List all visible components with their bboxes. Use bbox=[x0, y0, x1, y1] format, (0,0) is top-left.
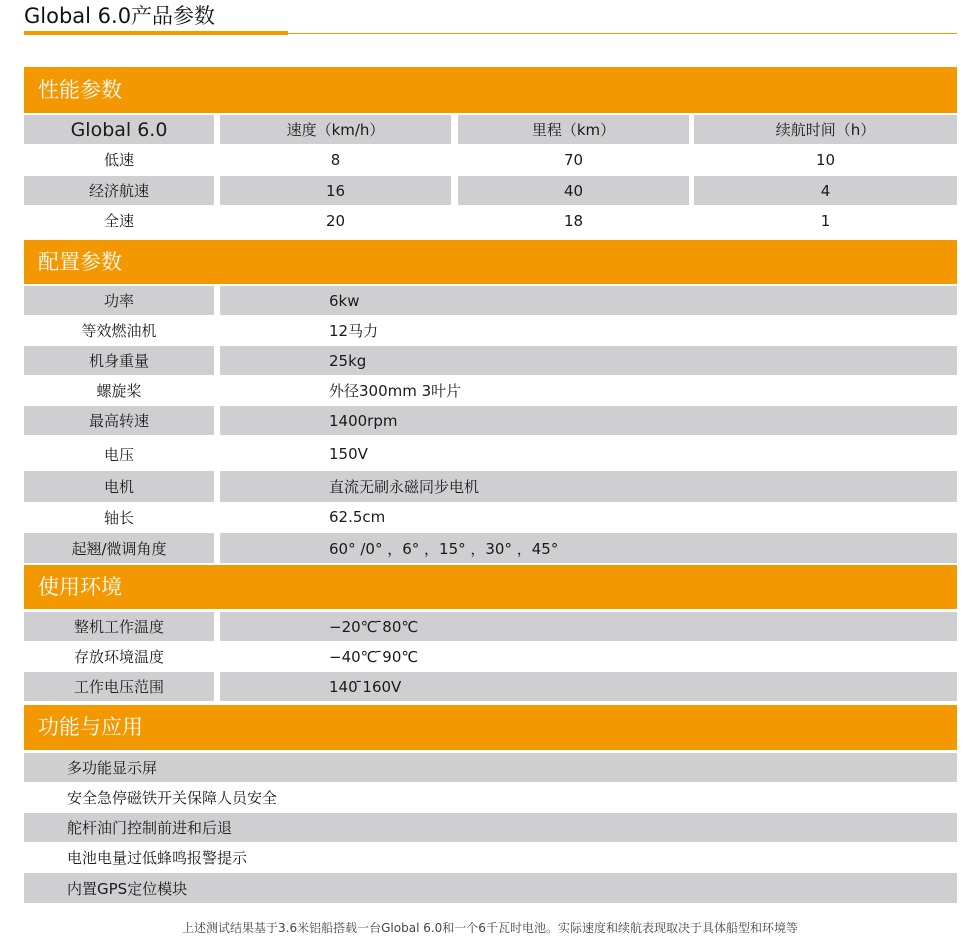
list-item bbox=[24, 813, 957, 842]
spec-label: 功率 bbox=[24, 286, 214, 315]
spec-value: 150V bbox=[329, 445, 368, 463]
feature-text: 舵杆油门控制前进和后退 bbox=[24, 813, 957, 842]
section-header-environment: 使用环境 bbox=[24, 565, 957, 609]
section-header-config: 配置参数 bbox=[24, 240, 957, 284]
range-value: 70 bbox=[563, 150, 584, 169]
spec-value: 1400rpm bbox=[220, 406, 957, 435]
row-label: 低速 bbox=[103, 151, 134, 169]
table-row bbox=[24, 286, 957, 315]
table-row bbox=[24, 376, 957, 405]
title-accent-bar bbox=[24, 31, 288, 35]
table-row bbox=[24, 533, 957, 563]
spec-value: 62.5cm bbox=[329, 508, 386, 526]
list-item bbox=[24, 783, 957, 812]
table-row bbox=[24, 176, 957, 205]
endurance-value: 10 bbox=[815, 150, 836, 169]
env-label: 存放环境温度 bbox=[73, 648, 164, 666]
section-header-performance: 性能参数 bbox=[24, 67, 957, 113]
row-label: 经济航速 bbox=[24, 176, 214, 205]
spec-value: 6kw bbox=[220, 286, 957, 315]
speed-value: 8 bbox=[330, 150, 341, 169]
spec-label: 最高转速 bbox=[24, 406, 214, 435]
speed-value: 16 bbox=[220, 176, 451, 205]
feature-text: 安全急停磁铁开关保障人员安全 bbox=[67, 789, 278, 807]
spec-label: 电机 bbox=[24, 471, 214, 502]
spec-label: 起翘/微调角度 bbox=[24, 533, 214, 563]
spec-value: 25kg bbox=[220, 346, 957, 375]
feature-text: 多功能显示屏 bbox=[24, 753, 957, 782]
column-header-endurance: 续航时间（h） bbox=[694, 115, 957, 144]
spec-value: 直流无刷永磁同步电机 bbox=[220, 471, 957, 502]
table-row bbox=[24, 642, 957, 671]
range-value: 40 bbox=[458, 176, 689, 205]
spec-label: 机身重量 bbox=[24, 346, 214, 375]
spec-label: 电压 bbox=[103, 445, 134, 464]
table-row bbox=[24, 406, 957, 435]
footnote: 上述测试结果基于3.6米铝船搭载一台Global 6.0和一个6千瓦时电池。实际速度和续航表现取决于具体船型和环境等 bbox=[182, 921, 798, 935]
env-label: 整机工作温度 bbox=[24, 612, 214, 641]
column-header-speed: 速度（km/h） bbox=[220, 115, 451, 144]
env-value: −20℃ ̄80℃ bbox=[220, 612, 957, 641]
spec-value: 60° /0° ，6° ，15° ，30° ，45° bbox=[220, 533, 957, 563]
endurance-value: 4 bbox=[694, 176, 957, 205]
table-row bbox=[24, 206, 957, 235]
table-row bbox=[24, 672, 957, 701]
table-row bbox=[24, 612, 957, 641]
spec-label: 轴长 bbox=[103, 508, 134, 527]
table-row bbox=[24, 502, 957, 532]
row-label: 全速 bbox=[103, 212, 134, 230]
spec-label: 螺旋桨 bbox=[96, 382, 142, 400]
table-row bbox=[24, 346, 957, 375]
table-row bbox=[24, 316, 957, 345]
performance-header-row bbox=[24, 115, 957, 144]
env-label: 工作电压范围 bbox=[24, 672, 214, 701]
speed-value: 20 bbox=[325, 211, 346, 230]
env-value: 140 ̄160V bbox=[220, 672, 957, 701]
table-row bbox=[24, 438, 957, 470]
spec-value: 12马力 bbox=[329, 322, 379, 340]
list-item bbox=[24, 873, 957, 903]
spec-value: 外径300mm 3叶片 bbox=[329, 382, 462, 400]
endurance-value: 1 bbox=[820, 211, 831, 230]
table-row bbox=[24, 471, 957, 502]
section-header-features: 功能与应用 bbox=[24, 705, 957, 750]
page-title: Global 6.0产品参数 bbox=[24, 4, 216, 28]
feature-text: 电池电量过低蜂鸣报警提示 bbox=[67, 849, 248, 867]
column-header-range: 里程（km） bbox=[458, 115, 689, 144]
list-item bbox=[24, 753, 957, 782]
feature-text: 内置GPS定位模块 bbox=[24, 873, 957, 903]
table-row bbox=[24, 145, 957, 174]
column-header-model: Global 6.0 bbox=[24, 115, 214, 144]
list-item bbox=[24, 843, 957, 872]
spec-label: 等效燃油机 bbox=[81, 322, 157, 340]
range-value: 18 bbox=[563, 211, 584, 230]
env-value: −40℃ ̄90℃ bbox=[329, 647, 419, 666]
